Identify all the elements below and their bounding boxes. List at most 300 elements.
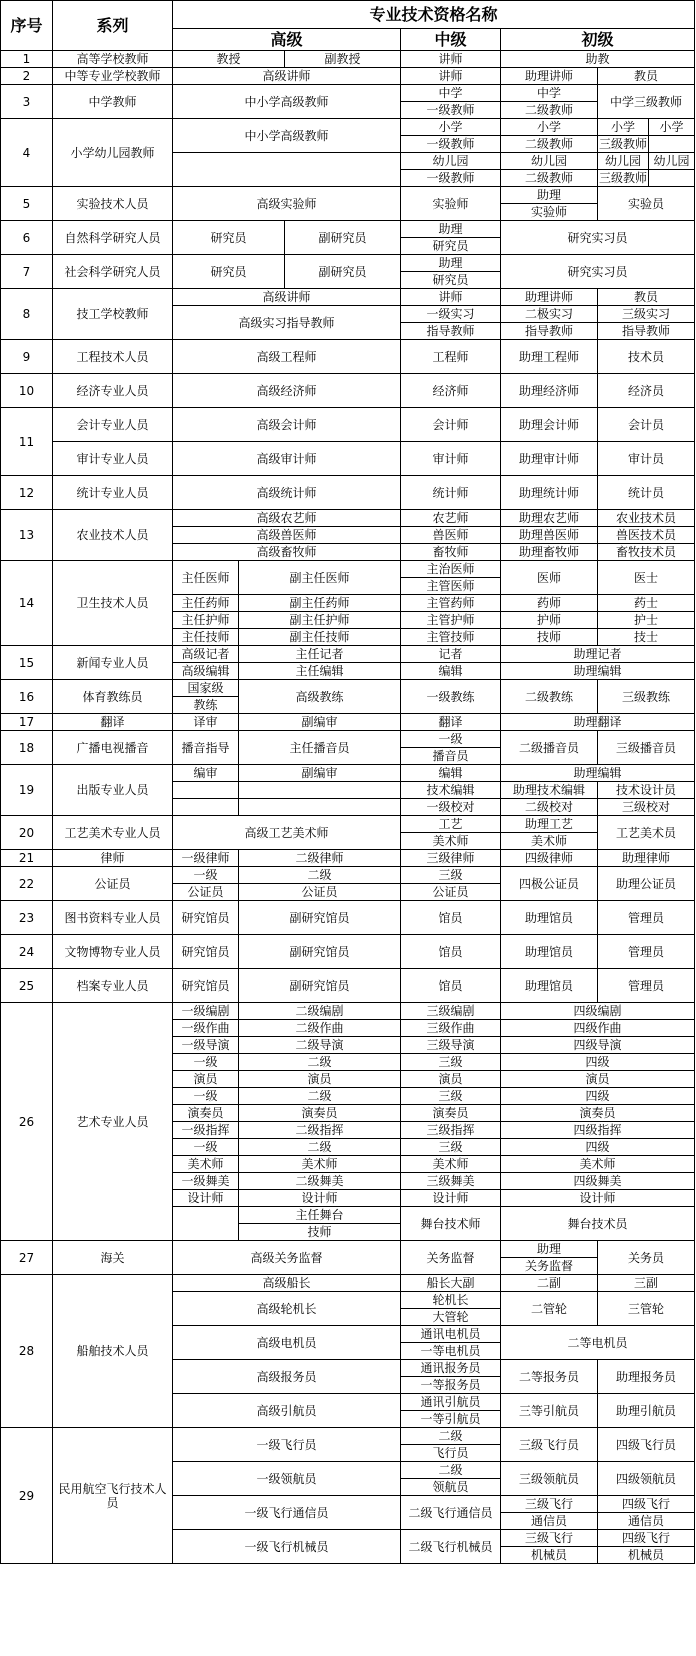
row-15-cell: 主任技师: [173, 629, 239, 646]
row-4-seq: 4: [1, 119, 53, 187]
row-30-cell: 四级飞行员: [598, 1428, 695, 1462]
row-19-cell: 一级: [401, 731, 501, 748]
row-17-cell: 二级教练: [501, 680, 598, 714]
row-15-cell: 护师: [501, 612, 598, 629]
row-2-cell: 助理讲师: [501, 68, 598, 85]
row-12-cell: 审计师: [401, 442, 501, 476]
row-30-cell: 二级飞行机械员: [401, 1530, 501, 1564]
row-9-seq: 9: [1, 340, 53, 374]
row-20-cell: 技术设计员: [598, 782, 695, 799]
row-27-cell: 二级: [239, 1139, 401, 1156]
row-29-cell: 通讯报务员: [401, 1360, 501, 1377]
row-29-cell: 三副: [598, 1275, 695, 1292]
row-11-cell: 助理会计师: [501, 408, 598, 442]
row-20-series: 出版专业人员: [53, 765, 173, 816]
row-27-seq: 26: [1, 1003, 53, 1241]
row-18-series: 翻译: [53, 714, 173, 731]
row-30-cell: 机械员: [501, 1547, 598, 1564]
row-29-cell: 大管轮: [401, 1309, 501, 1326]
row-21-cell: 高级工艺美术师: [173, 816, 401, 850]
row-30-cell: 二级飞行通信员: [401, 1496, 501, 1530]
row-27-cell: 美术师: [239, 1156, 401, 1173]
row-30-cell: 三级领航员: [501, 1462, 598, 1496]
row-7-cell: 副研究员: [285, 255, 401, 289]
row-4-cell: 一级教师: [401, 170, 501, 187]
row-7-series: 社会科学研究人员: [53, 255, 173, 289]
row-20-cell: 助理技术编辑: [501, 782, 598, 799]
row-27-cell: 二级作曲: [239, 1020, 401, 1037]
row-2-cell: 教员: [598, 68, 695, 85]
row-10-cell: 经济员: [598, 374, 695, 408]
row-27-cell: 四级: [501, 1054, 695, 1071]
row-10-cell: 经济师: [401, 374, 501, 408]
row-26-cell: 副研究馆员: [239, 969, 401, 1003]
row-6-cell: 助理: [401, 221, 501, 238]
row-4-cell: [649, 170, 695, 187]
row-29-cell: 助理引航员: [598, 1394, 695, 1428]
row-29-series: 船舶技术人员: [53, 1275, 173, 1428]
row-6-series: 自然科学研究人员: [53, 221, 173, 255]
row-11-cell: 会计师: [401, 408, 501, 442]
row-30-cell: 一级飞行通信员: [173, 1496, 401, 1530]
row-3-cell: 中学: [501, 85, 598, 102]
row-27-cell: 设计师: [239, 1190, 401, 1207]
row-4-cell: 幼儿园: [501, 153, 598, 170]
row-19-cell: 播音员: [401, 748, 501, 765]
row-30-cell: 一级飞行员: [173, 1428, 401, 1462]
row-8-cell: 教员: [598, 289, 695, 306]
row-6-cell: 副研究员: [285, 221, 401, 255]
row-12-cell: 审计员: [598, 442, 695, 476]
row-27-cell: 四级作曲: [501, 1020, 695, 1037]
row-30-cell: 三级飞行: [501, 1496, 598, 1513]
row-27-cell: 演奏员: [173, 1105, 239, 1122]
row-4-cell: 三级教师: [598, 171, 647, 185]
row-27-series: 艺术专业人员: [53, 1003, 173, 1241]
row-24-cell: 研究馆员: [173, 901, 239, 935]
row-13-cell: 助理统计师: [501, 476, 598, 510]
row-16-seq: 15: [1, 646, 53, 680]
row-15-cell: 副主任技师: [239, 629, 401, 646]
row-20-cell: 副编审: [239, 765, 401, 782]
row-27-cell: 一级舞美: [173, 1173, 239, 1190]
row-30-cell: 一级飞行机械员: [173, 1530, 401, 1564]
row-27-cell: 一级作曲: [173, 1020, 239, 1037]
row-4-cell: 幼儿园: [598, 153, 649, 170]
row-14-cell: 助理农艺师: [501, 510, 598, 527]
row-29-cell: 高级电机员: [173, 1326, 401, 1360]
row-19-cell: 主任播音员: [239, 731, 401, 765]
row-27-cell: 演奏员: [501, 1105, 695, 1122]
row-30-seq: 29: [1, 1428, 53, 1564]
row-20-cell: [239, 799, 401, 816]
row-17-series: 体育教练员: [53, 680, 173, 714]
row-22-cell: 四级律师: [501, 850, 598, 867]
row-29-cell: 一等报务员: [401, 1377, 501, 1394]
row-19-series: 广播电视播音: [53, 731, 173, 765]
row-11-cell: 高级会计师: [173, 408, 401, 442]
row-30-cell: 通信员: [598, 1513, 695, 1530]
row-5-cell: 实验员: [598, 187, 695, 221]
row-27-cell: 一级编剧: [173, 1003, 239, 1020]
row-13-cell: 统计师: [401, 476, 501, 510]
row-23-cell: 一级: [173, 867, 239, 884]
row-27-cell: 美术师: [401, 1156, 501, 1173]
row-19-cell: 三级播音员: [598, 731, 695, 765]
row-27-cell: 主任舞台: [239, 1207, 401, 1224]
row-3-cell: 一级教师: [401, 102, 501, 119]
row-15-seq: 14: [1, 561, 53, 646]
row-23-cell: 四极公证员: [501, 867, 598, 901]
row-24-cell: 副研究馆员: [239, 901, 401, 935]
row-8-seq: 8: [1, 289, 53, 340]
row-23-seq: 22: [1, 867, 53, 901]
row-27-cell: 演员: [239, 1071, 401, 1088]
row-10-cell: 助理经济师: [501, 374, 598, 408]
row-8-cell: 高级实习指导教师: [173, 306, 401, 340]
row-20-cell: 编审: [173, 765, 239, 782]
row-15-cell: 主管医师: [401, 578, 501, 595]
row-3-cell: 二级教师: [501, 102, 598, 119]
row-20-cell: 二级校对: [501, 799, 598, 816]
row-27-cell: 设计师: [173, 1190, 239, 1207]
row-27-cell: 四级: [501, 1139, 695, 1156]
header-title: 专业技术资格名称: [173, 1, 695, 29]
row-28-cell: 高级关务监督: [173, 1241, 401, 1275]
row-7-cell: 研究实习员: [501, 255, 695, 289]
row-27-cell: 四级舞美: [501, 1173, 695, 1190]
row-14-seq: 13: [1, 510, 53, 561]
row-9-cell: 工程师: [401, 340, 501, 374]
row-8-cell: 指导教师: [401, 323, 501, 340]
row-12-series: 审计专业人员: [53, 442, 173, 476]
row-17-cell: 国家级: [173, 680, 239, 697]
row-27-cell: 演员: [173, 1071, 239, 1088]
row-29-cell: 通讯电机员: [401, 1326, 501, 1343]
row-29-cell: 船长大副: [401, 1275, 501, 1292]
row-13-cell: 高级统计师: [173, 476, 401, 510]
row-15-cell: 护士: [598, 612, 695, 629]
row-30-cell: 领航员: [401, 1479, 501, 1496]
row-29-cell: 二等报务员: [501, 1360, 598, 1394]
row-27-cell: 技师: [239, 1224, 401, 1241]
row-14-cell: 畜牧师: [401, 544, 501, 561]
row-27-cell: 二级导演: [239, 1037, 401, 1054]
header-senior: 高级: [173, 29, 401, 51]
row-8-series: 技工学校教师: [53, 289, 173, 340]
row-15-series: 卫生技术人员: [53, 561, 173, 646]
row-27-cell: 四级指挥: [501, 1122, 695, 1139]
row-1-cell: 助教: [501, 51, 695, 68]
row-5-seq: 5: [1, 187, 53, 221]
row-27-cell: 三级: [401, 1088, 501, 1105]
row-6-cell: 研究实习员: [501, 221, 695, 255]
row-8-cell: 助理讲师: [501, 289, 598, 306]
row-23-cell: 公证员: [173, 884, 239, 901]
row-4-cell: 二级教师: [501, 136, 598, 153]
row-10-seq: 10: [1, 374, 53, 408]
row-15-cell: 医士: [598, 561, 695, 595]
row-6-seq: 6: [1, 221, 53, 255]
row-17-cell: 教练: [173, 697, 239, 714]
row-30-cell: 二级: [401, 1462, 501, 1479]
row-24-cell: 管理员: [598, 901, 695, 935]
row-27-cell: 演员: [501, 1071, 695, 1088]
row-21-cell: 工艺美术员: [598, 816, 695, 850]
row-4-cell: 小学: [501, 119, 598, 136]
row-26-cell: 研究馆员: [173, 969, 239, 1003]
row-29-cell: 二管轮: [501, 1292, 598, 1326]
row-13-series: 统计专业人员: [53, 476, 173, 510]
row-25-cell: 馆员: [401, 935, 501, 969]
row-17-cell: 高级教练: [239, 680, 401, 714]
row-29-cell: 轮机长: [401, 1292, 501, 1309]
row-15-cell: 技士: [598, 629, 695, 646]
row-4-cell: 一级教师: [401, 136, 501, 153]
row-27-cell: 一级导演: [173, 1037, 239, 1054]
row-1-cell: 副教授: [285, 51, 401, 68]
row-23-cell: 三级: [401, 867, 501, 884]
row-29-cell: 三等引航员: [501, 1394, 598, 1428]
row-2-seq: 2: [1, 68, 53, 85]
row-27-cell: 三级作曲: [401, 1020, 501, 1037]
row-29-cell: 三管轮: [598, 1292, 695, 1326]
row-5-cell: 高级实验师: [173, 187, 401, 221]
row-7-cell: 助理: [401, 255, 501, 272]
row-9-cell: 技术员: [598, 340, 695, 374]
row-20-cell: 一级校对: [401, 799, 501, 816]
row-15-cell: 主任医师: [173, 561, 239, 595]
row-23-cell: 二级: [239, 867, 401, 884]
row-24-cell: 馆员: [401, 901, 501, 935]
row-8-cell: 指导教师: [501, 323, 598, 340]
row-29-cell: 高级轮机长: [173, 1292, 401, 1326]
row-27-cell: 二级: [239, 1054, 401, 1071]
row-27-cell: 三级编剧: [401, 1003, 501, 1020]
row-3-seq: 3: [1, 85, 53, 119]
row-9-series: 工程技术人员: [53, 340, 173, 374]
row-20-cell: 三级校对: [598, 799, 695, 816]
row-29-cell: 一等引航员: [401, 1411, 501, 1428]
row-27-cell: 美术师: [173, 1156, 239, 1173]
row-3-cell: 中学: [401, 85, 501, 102]
row-30-cell: 四级飞行: [598, 1530, 695, 1547]
row-27-cell: 三级导演: [401, 1037, 501, 1054]
row-29-cell: 二副: [501, 1275, 598, 1292]
row-28-cell: 关务员: [598, 1241, 695, 1275]
row-27-cell: 二级舞美: [239, 1173, 401, 1190]
row-28-series: 海关: [53, 1241, 173, 1275]
row-4-cell: 小学: [401, 119, 501, 136]
row-14-cell: 助理畜牧师: [501, 544, 598, 561]
row-18-cell: 副编审: [239, 714, 401, 731]
row-27-cell: 四级: [501, 1088, 695, 1105]
row-29-cell: 高级船长: [173, 1275, 401, 1292]
row-27-cell: 二级指挥: [239, 1122, 401, 1139]
row-4-cell: 小学: [649, 119, 695, 136]
row-18-cell: 译审: [173, 714, 239, 731]
header-mid: 中级: [401, 29, 501, 51]
row-27-cell: 二级: [239, 1088, 401, 1105]
row-27-cell: 美术师: [501, 1156, 695, 1173]
row-14-cell: 畜牧技术员: [598, 544, 695, 561]
row-30-cell: 三级飞行员: [501, 1428, 598, 1462]
row-23-cell: 公证员: [239, 884, 401, 901]
row-27-cell: 舞台技术员: [501, 1207, 695, 1241]
row-22-series: 律师: [53, 850, 173, 867]
row-30-cell: 二级: [401, 1428, 501, 1445]
row-27-cell: [173, 1207, 239, 1241]
row-26-cell: 管理员: [598, 969, 695, 1003]
row-16-cell: 助理编辑: [501, 663, 695, 680]
row-18-cell: 翻译: [401, 714, 501, 731]
row-28-cell: 助理: [501, 1241, 598, 1258]
row-30-cell: 一级领航员: [173, 1462, 401, 1496]
row-26-cell: 馆员: [401, 969, 501, 1003]
row-16-cell: 高级记者: [173, 646, 239, 663]
row-20-cell: 技术编辑: [401, 782, 501, 799]
row-27-cell: 演奏员: [401, 1105, 501, 1122]
row-15-cell: 主任护师: [173, 612, 239, 629]
row-1-seq: 1: [1, 51, 53, 68]
row-11-series: 会计专业人员: [53, 408, 173, 442]
row-17-cell: 一级教练: [401, 680, 501, 714]
row-26-seq: 25: [1, 969, 53, 1003]
row-28-cell: 关务监督: [401, 1241, 501, 1275]
row-4-cell: 二级教师: [501, 170, 598, 187]
row-29-cell: 一等电机员: [401, 1343, 501, 1360]
row-15-cell: 主任药师: [173, 595, 239, 612]
row-30-cell: 四级飞行: [598, 1496, 695, 1513]
row-27-cell: 演员: [401, 1071, 501, 1088]
row-1-series: 高等学校教师: [53, 51, 173, 68]
row-25-series: 文物博物专业人员: [53, 935, 173, 969]
row-11-seq: 11: [1, 408, 53, 476]
row-27-cell: 设计师: [501, 1190, 695, 1207]
row-29-cell: 通讯引航员: [401, 1394, 501, 1411]
row-29-cell: 高级引航员: [173, 1394, 401, 1428]
row-11-cell: 会计员: [598, 408, 695, 442]
row-27-cell: 一级: [173, 1139, 239, 1156]
row-15-cell: 技师: [501, 629, 598, 646]
row-20-cell: 助理编辑: [501, 765, 695, 782]
row-4-cell: 中小学高级教师: [173, 119, 401, 153]
row-16-cell: 主任记者: [239, 646, 401, 663]
row-12-cell: 助理审计师: [501, 442, 598, 476]
row-8-cell: 高级讲师: [173, 289, 401, 306]
row-19-seq: 18: [1, 731, 53, 765]
row-1-cell: 讲师: [401, 51, 501, 68]
row-19-cell: 播音指导: [173, 731, 239, 765]
row-16-cell: 高级编辑: [173, 663, 239, 680]
row-13-cell: 统计员: [598, 476, 695, 510]
row-5-cell: 助理: [501, 187, 598, 204]
row-25-cell: 管理员: [598, 935, 695, 969]
row-21-cell: 助理工艺: [501, 816, 598, 833]
row-29-seq: 28: [1, 1275, 53, 1428]
row-22-cell: 二级律师: [239, 850, 401, 867]
row-15-cell: 主管护师: [401, 612, 501, 629]
row-17-cell: 三级教练: [598, 680, 695, 714]
row-25-seq: 24: [1, 935, 53, 969]
row-20-cell: [173, 799, 239, 816]
row-7-cell: 研究员: [173, 255, 285, 289]
header-series: 系列: [53, 1, 173, 51]
row-5-series: 实验技术人员: [53, 187, 173, 221]
row-14-cell: 高级畜牧师: [173, 544, 401, 561]
row-30-cell: 飞行员: [401, 1445, 501, 1462]
row-29-cell: 高级报务员: [173, 1360, 401, 1394]
row-23-series: 公证员: [53, 867, 173, 901]
row-20-cell: [239, 782, 401, 799]
row-4-cell: 幼儿园: [401, 153, 501, 170]
row-3-cell: 中小学高级教师: [173, 85, 401, 119]
row-22-cell: 助理律师: [598, 850, 695, 867]
row-14-cell: 兽医师: [401, 527, 501, 544]
row-30-cell: 三级飞行: [501, 1530, 598, 1547]
row-24-seq: 23: [1, 901, 53, 935]
row-14-cell: 助理兽医师: [501, 527, 598, 544]
row-9-cell: 高级工程师: [173, 340, 401, 374]
row-3-series: 中学教师: [53, 85, 173, 119]
row-9-cell: 助理工程师: [501, 340, 598, 374]
row-27-cell: 一级: [173, 1088, 239, 1105]
row-16-cell: 主任编辑: [239, 663, 401, 680]
row-28-seq: 27: [1, 1241, 53, 1275]
row-27-cell: 一级指挥: [173, 1122, 239, 1139]
row-16-cell: 编辑: [401, 663, 501, 680]
row-8-cell: 讲师: [401, 289, 501, 306]
row-20-seq: 19: [1, 765, 53, 816]
row-4-cell: 小学: [598, 119, 649, 136]
row-4-cell: [649, 136, 695, 153]
row-4-series: 小学幼儿园教师: [53, 119, 173, 187]
row-15-cell: 副主任护师: [239, 612, 401, 629]
row-3-cell: 中学三级教师: [598, 85, 695, 119]
row-4-cell: 幼儿园: [649, 153, 695, 170]
row-14-cell: 高级农艺师: [173, 510, 401, 527]
row-15-cell: 药士: [598, 595, 695, 612]
row-23-cell: 助理公证员: [598, 867, 695, 901]
row-16-cell: 记者: [401, 646, 501, 663]
row-15-cell: 主管药师: [401, 595, 501, 612]
row-27-cell: 舞台技术师: [401, 1207, 501, 1241]
row-30-cell: 通信员: [501, 1513, 598, 1530]
header-junior: 初级: [501, 29, 695, 51]
row-27-cell: 演奏员: [239, 1105, 401, 1122]
row-4-cell: 三级教师: [598, 137, 647, 151]
row-27-cell: 四级编剧: [501, 1003, 695, 1020]
row-30-cell: 四级领航员: [598, 1462, 695, 1496]
row-13-seq: 12: [1, 476, 53, 510]
row-25-cell: 副研究馆员: [239, 935, 401, 969]
row-4-cell: [173, 153, 401, 187]
row-15-cell: 医师: [501, 561, 598, 595]
row-5-cell: 实验师: [401, 187, 501, 221]
row-15-cell: 药师: [501, 595, 598, 612]
row-27-cell: 一级: [173, 1054, 239, 1071]
row-7-seq: 7: [1, 255, 53, 289]
row-29-cell: 二等电机员: [501, 1326, 695, 1360]
row-1-cell: 教授: [173, 51, 285, 68]
row-27-cell: 三级: [401, 1139, 501, 1156]
row-27-cell: 三级: [401, 1054, 501, 1071]
row-19-cell: 二级播音员: [501, 731, 598, 765]
row-25-cell: 助理馆员: [501, 935, 598, 969]
row-27-cell: 设计师: [401, 1190, 501, 1207]
row-30-series: 民用航空飞行技术人员: [53, 1428, 173, 1564]
row-20-cell: 编辑: [401, 765, 501, 782]
